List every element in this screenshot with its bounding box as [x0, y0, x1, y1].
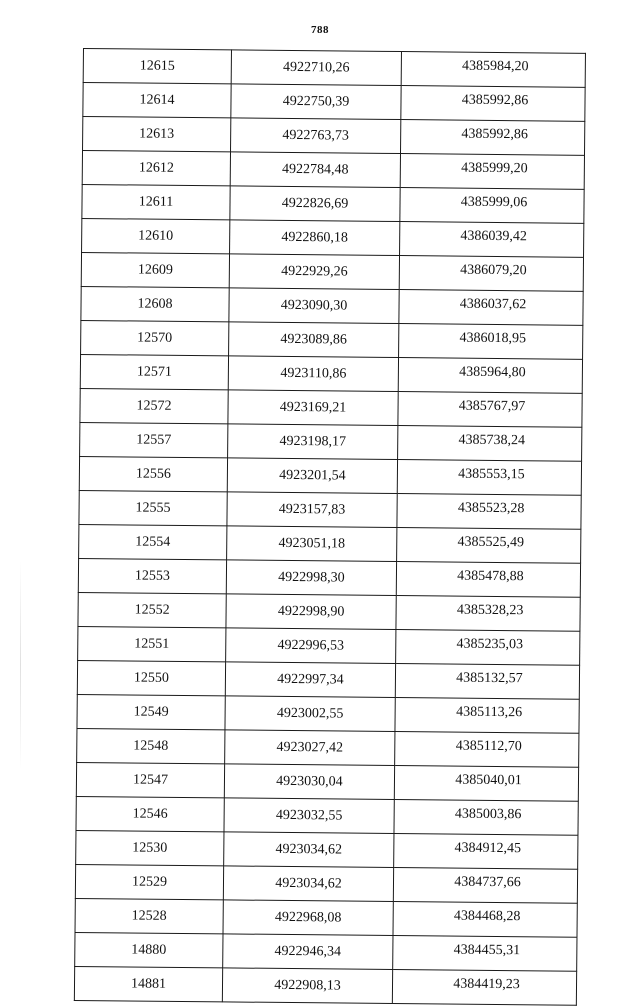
x-coordinate-cell: 4923034,62	[223, 866, 393, 902]
point-id-cell: 12547	[76, 762, 224, 797]
point-id-cell: 12570	[81, 320, 229, 355]
y-coordinate-cell: 4385113,26	[395, 698, 579, 734]
table-row	[76, 762, 578, 801]
point-id-cell: 12608	[81, 286, 229, 321]
point-id-cell: 12552	[78, 592, 226, 627]
x-coordinate-cell: 4923051,18	[227, 526, 397, 562]
point-id-cell: 12528	[75, 898, 223, 933]
table-row	[83, 83, 585, 122]
table-row	[80, 422, 582, 461]
coordinate-table-body	[74, 49, 585, 1006]
x-coordinate-cell: 4923030,04	[224, 764, 394, 800]
page-number: 788	[311, 24, 329, 36]
table-row	[77, 660, 579, 699]
table-row	[81, 252, 583, 291]
y-coordinate-cell: 4385003,86	[394, 800, 578, 836]
y-coordinate-cell: 4384419,23	[392, 970, 576, 1006]
table-row	[80, 388, 582, 427]
point-id-cell: 12530	[76, 830, 224, 865]
table-row	[79, 524, 581, 563]
x-coordinate-cell: 4922908,13	[222, 968, 392, 1004]
table-row	[82, 184, 584, 223]
table-row	[76, 796, 578, 835]
table-row	[77, 694, 579, 733]
coordinate-table	[74, 48, 586, 1006]
y-coordinate-cell: 4385992,86	[401, 86, 585, 122]
point-id-cell: 12554	[79, 524, 227, 559]
y-coordinate-cell: 4384912,45	[394, 834, 578, 870]
point-id-cell: 12557	[80, 422, 228, 457]
x-coordinate-cell: 4922826,69	[230, 186, 400, 222]
x-coordinate-cell: 4923032,55	[224, 798, 394, 834]
point-id-cell: 12555	[79, 490, 227, 525]
x-coordinate-cell: 4922996,53	[226, 628, 396, 664]
table-row	[79, 456, 581, 495]
x-coordinate-cell: 4922997,34	[225, 662, 395, 698]
y-coordinate-cell: 4385964,80	[398, 358, 582, 394]
scan-artifact-line	[20, 560, 21, 770]
y-coordinate-cell: 4385992,86	[401, 120, 585, 156]
y-coordinate-cell: 4386039,42	[400, 222, 584, 258]
x-coordinate-cell: 4923201,54	[227, 458, 397, 494]
y-coordinate-cell: 4385523,28	[397, 494, 581, 530]
x-coordinate-cell: 4922998,90	[226, 594, 396, 630]
y-coordinate-cell: 4385553,15	[397, 460, 581, 496]
y-coordinate-cell: 4385767,97	[398, 392, 582, 428]
x-coordinate-cell: 4923027,42	[225, 730, 395, 766]
table-row	[83, 49, 585, 88]
point-id-cell: 14880	[75, 932, 223, 967]
x-coordinate-cell: 4923034,62	[224, 832, 394, 868]
x-coordinate-cell: 4923169,21	[228, 390, 398, 426]
point-id-cell: 12549	[77, 694, 225, 729]
table-row	[74, 966, 576, 1005]
x-coordinate-cell: 4923157,83	[227, 492, 397, 528]
x-coordinate-cell: 4923089,86	[229, 322, 399, 358]
x-coordinate-cell: 4922998,30	[226, 560, 396, 596]
point-id-cell: 12548	[77, 728, 225, 763]
table-row	[75, 898, 577, 937]
y-coordinate-cell: 4385999,06	[400, 188, 584, 224]
table-row	[78, 592, 580, 631]
point-id-cell: 14881	[74, 966, 222, 1001]
x-coordinate-cell: 4923002,55	[225, 696, 395, 732]
point-id-cell: 12550	[77, 660, 225, 695]
y-coordinate-cell: 4385235,03	[396, 630, 580, 666]
y-coordinate-cell: 4384455,31	[393, 936, 577, 972]
y-coordinate-cell: 4384468,28	[393, 902, 577, 938]
point-id-cell: 12611	[82, 184, 230, 219]
table-row	[79, 490, 581, 529]
y-coordinate-cell: 4385040,01	[394, 766, 578, 802]
table-row	[76, 830, 578, 869]
point-id-cell: 12546	[76, 796, 224, 831]
table-row	[77, 728, 579, 767]
y-coordinate-cell: 4385328,23	[396, 596, 580, 632]
point-id-cell: 12553	[78, 558, 226, 593]
x-coordinate-cell: 4922750,39	[231, 84, 401, 120]
y-coordinate-cell: 4385525,49	[397, 528, 581, 564]
table-row	[75, 864, 577, 903]
point-id-cell: 12613	[83, 117, 231, 152]
point-id-cell: 12556	[79, 456, 227, 491]
table-row	[83, 117, 585, 156]
x-coordinate-cell: 4922968,08	[223, 900, 393, 936]
y-coordinate-cell: 4385984,20	[401, 52, 585, 88]
x-coordinate-cell: 4922710,26	[231, 50, 401, 86]
point-id-cell: 12571	[80, 354, 228, 389]
table-row	[82, 151, 584, 190]
y-coordinate-cell: 4385112,70	[395, 732, 579, 768]
point-id-cell: 12612	[82, 151, 230, 186]
point-id-cell: 12610	[82, 218, 230, 253]
point-id-cell: 12614	[83, 83, 231, 118]
table-row	[80, 354, 582, 393]
table-row	[81, 286, 583, 325]
point-id-cell: 12609	[81, 252, 229, 287]
table-row	[78, 558, 580, 597]
table-row	[82, 218, 584, 257]
x-coordinate-cell: 4923198,17	[228, 424, 398, 460]
x-coordinate-cell: 4923110,86	[228, 356, 398, 392]
point-id-cell: 12529	[75, 864, 223, 899]
y-coordinate-cell: 4386018,95	[399, 324, 583, 360]
y-coordinate-cell: 4385999,20	[400, 154, 584, 190]
table-row	[75, 932, 577, 971]
table-row	[78, 626, 580, 665]
x-coordinate-cell: 4922763,73	[231, 118, 401, 154]
point-id-cell: 12615	[83, 49, 231, 84]
x-coordinate-cell: 4922784,48	[230, 152, 400, 188]
x-coordinate-cell: 4922946,34	[223, 934, 393, 970]
y-coordinate-cell: 4386079,20	[399, 256, 583, 292]
y-coordinate-cell: 4385478,88	[396, 562, 580, 598]
y-coordinate-cell: 4385132,57	[395, 664, 579, 700]
x-coordinate-cell: 4923090,30	[229, 288, 399, 324]
y-coordinate-cell: 4386037,62	[399, 290, 583, 326]
point-id-cell: 12551	[78, 626, 226, 661]
point-id-cell: 12572	[80, 388, 228, 423]
y-coordinate-cell: 4384737,66	[393, 868, 577, 904]
table-row	[81, 320, 583, 359]
y-coordinate-cell: 4385738,24	[398, 426, 582, 462]
x-coordinate-cell: 4922929,26	[229, 254, 399, 290]
x-coordinate-cell: 4922860,18	[230, 220, 400, 256]
